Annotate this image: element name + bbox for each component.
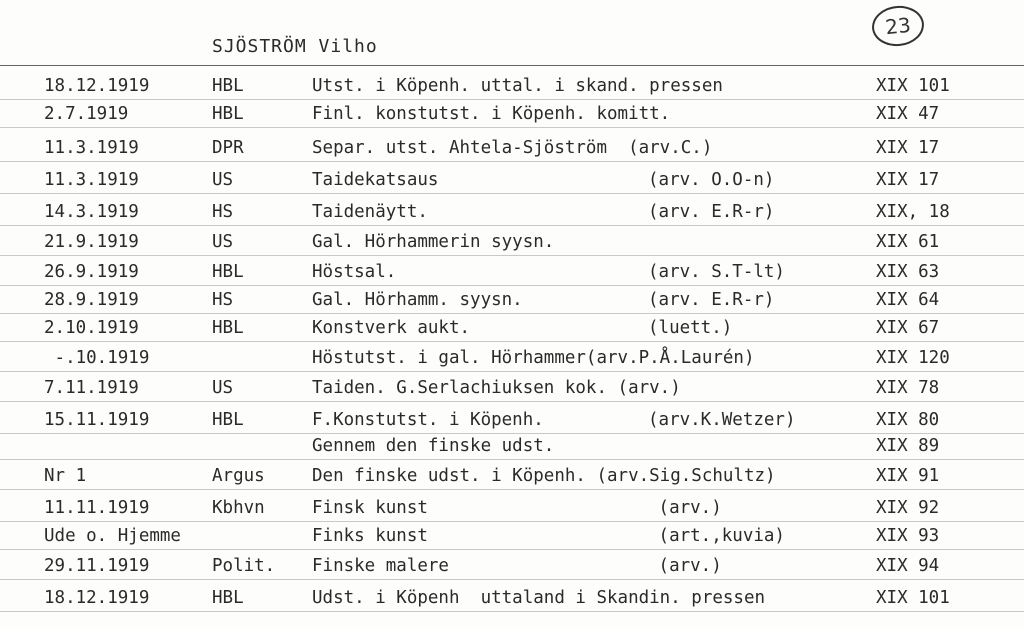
entry-date: -.10.1919 — [44, 348, 150, 368]
entry-title: Separ. utst. Ahtela-Sjöström (arv.C.) — [312, 138, 713, 158]
row-rule — [0, 611, 1024, 612]
entry-reference: XIX, 18 — [876, 202, 950, 222]
entry-date: 29.11.1919 — [44, 556, 150, 576]
entry-title: Finsk kunst — [312, 498, 428, 518]
entry-row — [0, 228, 1024, 256]
row-rule — [0, 489, 1024, 490]
row-rule — [0, 255, 1024, 256]
entry-source: HBL — [212, 410, 244, 430]
entry-reference: XIX 93 — [876, 526, 940, 546]
entry-date: 26.9.1919 — [44, 262, 139, 282]
entry-row — [0, 584, 1024, 612]
row-rule — [0, 193, 1024, 194]
entry-note: (arv.) — [648, 556, 722, 576]
entry-title: Höstsal. — [312, 262, 397, 282]
row-rule — [0, 549, 1024, 550]
entry-title: Höstutst. i gal. Hörhammer(arv.P.Å.Laurén) — [312, 348, 755, 368]
entry-row — [0, 494, 1024, 522]
row-rule — [0, 459, 1024, 460]
entry-date: Ude o. Hjemme — [44, 526, 181, 546]
entry-row — [0, 100, 1024, 128]
entry-row — [0, 462, 1024, 490]
row-rule — [0, 127, 1024, 128]
entry-source: HS — [212, 290, 234, 310]
entry-row — [0, 286, 1024, 314]
entry-row — [0, 344, 1024, 372]
entry-reference: XIX 101 — [876, 588, 950, 608]
entry-row — [0, 374, 1024, 402]
entry-note: (luett.) — [648, 318, 733, 338]
entry-reference: XIX 64 — [876, 290, 940, 310]
entry-note: (art.,kuvia) — [648, 526, 785, 546]
entry-note: (arv. E.R-r) — [648, 290, 775, 310]
entry-row — [0, 406, 1024, 434]
entry-source: DPR — [212, 138, 244, 158]
entry-source: HBL — [212, 318, 244, 338]
entry-reference: XIX 101 — [876, 76, 950, 96]
row-rule — [0, 579, 1024, 580]
card-header-name: SJÖSTRÖM Vilho — [212, 36, 378, 57]
entry-reference: XIX 80 — [876, 410, 940, 430]
entry-title: Den finske udst. i Köpenh. (arv.Sig.Schultz) — [312, 466, 776, 486]
entry-source: HBL — [212, 76, 244, 96]
row-rule — [0, 371, 1024, 372]
entry-date: 14.3.1919 — [44, 202, 139, 222]
entry-date: 2.10.1919 — [44, 318, 139, 338]
entry-date: 18.12.1919 — [44, 588, 150, 608]
entry-source: HBL — [212, 104, 244, 124]
entry-row — [0, 522, 1024, 550]
entry-note: (arv. E.R-r) — [648, 202, 775, 222]
entry-title: Finl. konstutst. i Köpenh. komitt. — [312, 104, 671, 124]
entry-title: Utst. i Köpenh. uttal. i skand. pressen — [312, 76, 723, 96]
entry-title: Gal. Hörhammerin syysn. — [312, 232, 555, 252]
entry-reference: XIX 78 — [876, 378, 940, 398]
entry-source: US — [212, 232, 234, 252]
entry-row — [0, 258, 1024, 286]
row-rule — [0, 401, 1024, 402]
entry-note: (arv. O.O-n) — [648, 170, 775, 190]
entry-title: Gennem den finske udst. — [312, 436, 555, 456]
entry-row — [0, 314, 1024, 342]
entry-source: Kbhvn — [212, 498, 265, 518]
entry-row — [0, 134, 1024, 162]
entry-row — [0, 72, 1024, 100]
entry-source: HS — [212, 202, 234, 222]
entry-reference: XIX 17 — [876, 138, 940, 158]
entry-reference: XIX 91 — [876, 466, 940, 486]
entry-reference: XIX 63 — [876, 262, 940, 282]
entry-title: Taidenäytt. — [312, 202, 428, 222]
entry-source: HBL — [212, 588, 244, 608]
entry-title: Konstverk aukt. — [312, 318, 471, 338]
entry-reference: XIX 67 — [876, 318, 940, 338]
entry-title: Finske malere — [312, 556, 449, 576]
entry-source: HBL — [212, 262, 244, 282]
entry-reference: XIX 47 — [876, 104, 940, 124]
header-rule — [0, 65, 1024, 66]
entry-source: US — [212, 378, 234, 398]
entry-title: Taiden. G.Serlachiuksen kok. (arv.) — [312, 378, 681, 398]
entry-date: 18.12.1919 — [44, 76, 150, 96]
entry-title: Finks kunst — [312, 526, 428, 546]
entry-title: Taidekatsaus — [312, 170, 439, 190]
card-number-circled: 23 — [870, 3, 926, 48]
entry-row — [0, 552, 1024, 580]
entry-date: 2.7.1919 — [44, 104, 129, 124]
entry-title: F.Konstutst. i Köpenh. — [312, 410, 544, 430]
entry-source: US — [212, 170, 234, 190]
entry-reference: XIX 17 — [876, 170, 940, 190]
entry-title: Gal. Hörhamm. syysn. — [312, 290, 523, 310]
entry-reference: XIX 61 — [876, 232, 940, 252]
entry-row — [0, 432, 1024, 460]
entry-note: (arv.) — [648, 498, 722, 518]
entry-date: 11.11.1919 — [44, 498, 150, 518]
entry-reference: XIX 89 — [876, 436, 940, 456]
entry-note: (arv. S.T-lt) — [648, 262, 785, 282]
entry-date: 15.11.1919 — [44, 410, 150, 430]
entry-source: Argus — [212, 466, 265, 486]
entry-reference: XIX 94 — [876, 556, 940, 576]
row-rule — [0, 341, 1024, 342]
entry-row — [0, 198, 1024, 226]
entry-note: (arv.K.Wetzer) — [648, 410, 796, 430]
entry-row — [0, 166, 1024, 194]
entry-title: Udst. i Köpenh uttaland i Skandin. pressen — [312, 588, 766, 608]
entry-date: Nr 1 — [44, 466, 87, 486]
row-rule — [0, 225, 1024, 226]
entry-date: 11.3.1919 — [44, 170, 139, 190]
entry-date: 11.3.1919 — [44, 138, 139, 158]
entry-reference: XIX 92 — [876, 498, 940, 518]
row-rule — [0, 161, 1024, 162]
entry-date: 28.9.1919 — [44, 290, 139, 310]
entry-reference: XIX 120 — [876, 348, 950, 368]
entry-date: 21.9.1919 — [44, 232, 139, 252]
entry-date: 7.11.1919 — [44, 378, 139, 398]
entry-source: Polit. — [212, 556, 276, 576]
